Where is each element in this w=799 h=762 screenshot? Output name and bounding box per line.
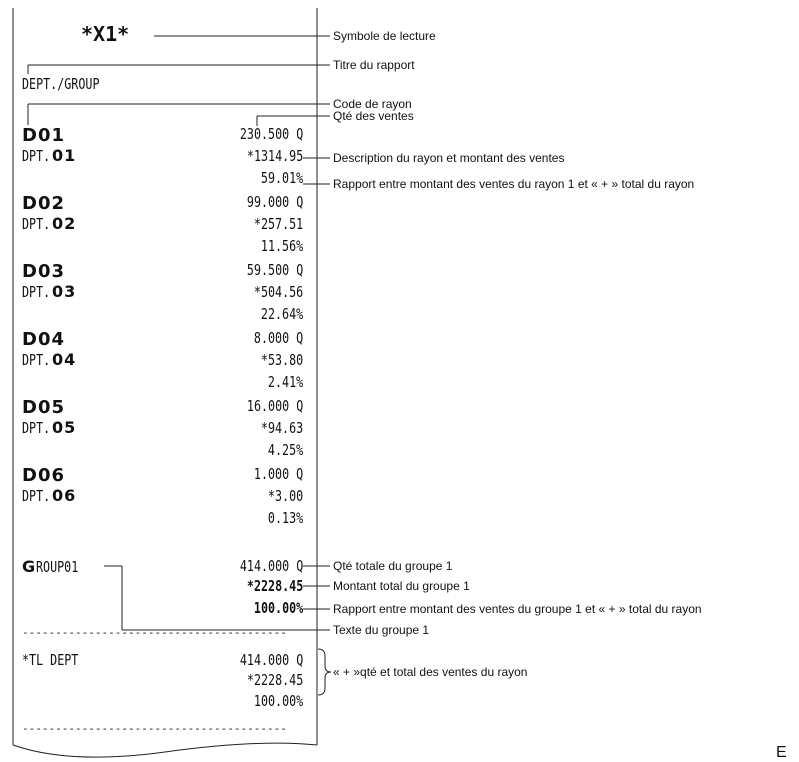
total-label: *TL DEPT [22, 651, 79, 669]
group-amount: *2228.45 [246, 577, 303, 595]
report-title-text: DEPT./GROUP [22, 75, 100, 93]
group-label-initial: G [22, 557, 37, 576]
dept-description [22, 350, 76, 369]
dept-amount: *257.51 [253, 215, 303, 233]
dept-ratio: 11.56% [260, 237, 303, 255]
dept-description [22, 214, 76, 233]
dept-desc-number: 01 [52, 146, 77, 165]
separator-top: ---------------------------------------- [22, 626, 287, 639]
annotation-reading-symbol: Symbole de lecture [333, 29, 436, 43]
dept-amount: *3.00 [267, 487, 303, 505]
dept-ratio: 59.01% [260, 169, 303, 187]
dept-amount: *53.80 [260, 351, 303, 369]
dept-amount: *504.56 [253, 283, 303, 301]
dept-amount: *1314.95 [246, 147, 303, 165]
annotation-group-text: Texte du groupe 1 [333, 623, 430, 637]
total-ratio: 100.00% [253, 692, 303, 710]
dept-qty: 16.000 Q [246, 397, 303, 415]
dept-code: D04 [22, 329, 65, 350]
dept-desc-prefix: DPT. [22, 351, 51, 369]
dept-qty: 99.000 Q [246, 193, 303, 211]
dept-qty: 8.000 Q [253, 329, 303, 347]
dept-amount: *94.63 [260, 419, 303, 437]
dept-code: D01 [22, 125, 65, 146]
group-label-rest: ROUP01 [36, 558, 79, 576]
dept-description [22, 418, 76, 437]
dept-description [22, 146, 76, 165]
dept-desc-prefix: DPT. [22, 147, 51, 165]
dept-code: D03 [22, 261, 65, 282]
dept-ratio: 2.41% [267, 373, 303, 391]
dept-desc-number: 04 [52, 350, 77, 369]
separator-bottom: ---------------------------------------- [22, 722, 287, 735]
annotation-sales-qty: Qté des ventes [333, 109, 414, 123]
group-label [22, 557, 90, 576]
dept-desc-prefix: DPT. [22, 215, 51, 233]
annotation-dept-code: Code de rayon [333, 97, 412, 111]
dept-desc-prefix: DPT. [22, 283, 51, 301]
dept-desc-number: 05 [52, 418, 77, 437]
reading-symbol-text: *X1* [81, 22, 130, 46]
dept-code: D02 [22, 193, 65, 214]
group-qty: 414.000 Q [239, 557, 303, 575]
dept-desc-number: 02 [52, 214, 77, 233]
dept-desc-number: 03 [52, 282, 77, 301]
dept-qty: 1.000 Q [253, 465, 303, 483]
group-ratio: 100.00% [253, 599, 303, 617]
dept-ratio: 4.25% [267, 441, 303, 459]
dept-qty: 230.500 Q [239, 125, 303, 143]
annotation-report-title: Titre du rapport [333, 58, 415, 72]
dept-description [22, 282, 76, 301]
dept-desc-prefix: DPT. [22, 419, 51, 437]
annotation-dept-ratio: Rapport entre montant des ventes du rayon 1 et « + » total du rayon [333, 177, 695, 191]
dept-qty: 59.500 Q [246, 261, 303, 279]
total-amount: *2228.45 [246, 671, 303, 689]
dept-code: D05 [22, 397, 65, 418]
dept-ratio: 0.13% [267, 509, 303, 527]
annotation-dept-desc-amount: Description du rayon et montant des ventes [333, 151, 565, 165]
annotation-dept-plus-total: « + »qté et total des ventes du rayon [333, 665, 528, 679]
dept-desc-prefix: DPT. [22, 487, 51, 505]
dept-code: D06 [22, 465, 65, 486]
annotation-group-total-amount: Montant total du groupe 1 [333, 579, 470, 593]
dept-ratio: 22.64% [260, 305, 303, 323]
annotation-group-total-qty: Qté totale du groupe 1 [333, 559, 453, 573]
corner-text: E [776, 744, 787, 761]
dept-description [22, 486, 76, 505]
total-qty: 414.000 Q [239, 651, 303, 669]
annotation-group-ratio: Rapport entre montant des ventes du groupe 1 et « + » total du rayon [333, 602, 702, 616]
dept-desc-number: 06 [52, 486, 77, 505]
